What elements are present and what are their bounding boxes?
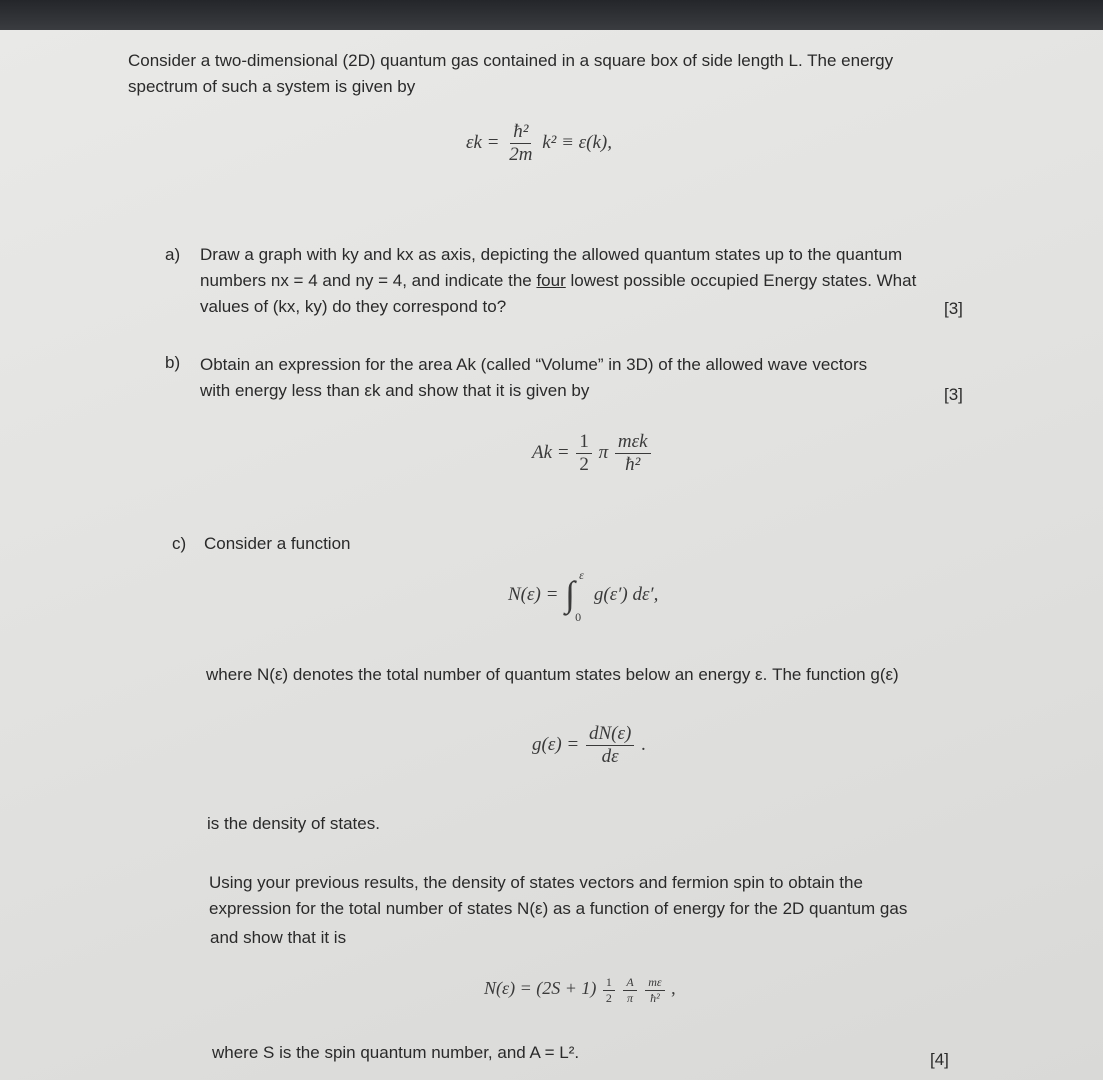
integral-equation bbox=[508, 570, 658, 626]
eq4-lhs: g(ε) = bbox=[532, 733, 580, 755]
part-c-line-1: Consider a function bbox=[204, 534, 351, 553]
part-a-line-3: values of (kx, ky) do they correspond to? bbox=[200, 297, 507, 316]
eq5-denominator-3: ħ² bbox=[650, 990, 660, 1005]
eq2-denominator-2: ħ² bbox=[625, 453, 641, 475]
part-c-using-line-3: and show that it is bbox=[210, 928, 347, 947]
eq5-denominator-2: π bbox=[627, 990, 634, 1005]
eq5-denominator-1: 2 bbox=[605, 990, 612, 1005]
eq1-numerator: ħ² bbox=[510, 122, 531, 144]
eq4-numerator: dN(ε) bbox=[586, 724, 634, 746]
part-c-marks: [4] bbox=[930, 1050, 949, 1069]
part-a-label: a) bbox=[165, 245, 181, 264]
integral-sign-group bbox=[563, 570, 585, 626]
eq5-numerator-3: mε bbox=[645, 976, 664, 991]
part-c-using-line-2: expression for the total number of states N(ε) as a function of energy for the 2D quantum gas bbox=[209, 899, 908, 918]
eq2-fraction-half bbox=[576, 432, 592, 475]
total-states-equation bbox=[484, 976, 676, 1004]
eq3-integrand: g(ε′) dε′, bbox=[593, 584, 659, 605]
eq4-fraction bbox=[586, 724, 634, 767]
part-c-final-line: where S is the spin quantum number, and A = L². bbox=[212, 1043, 580, 1062]
eq5-lhs: N(ε) = (2S + 1) bbox=[484, 978, 597, 999]
part-a-line-2-post: lowest possible occupied Energy states. What bbox=[565, 271, 917, 290]
part-b-line-1: Obtain an expression for the area Ak (called “Volume” in 3D) of the allowed wave vectors bbox=[200, 355, 868, 374]
eq1-rhs: k² ≡ ε(k), bbox=[542, 131, 613, 153]
part-a-marks: [3] bbox=[944, 299, 963, 318]
eq5-fraction-half bbox=[603, 976, 615, 1004]
part-a-line-2-pre: numbers nx = 4 and ny = 4, and indicate the bbox=[200, 271, 537, 290]
eq5-tail: , bbox=[671, 978, 676, 999]
eq2-denominator-1: 2 bbox=[579, 453, 589, 475]
eq5-numerator-2: A bbox=[623, 976, 636, 991]
eq4-denominator: dε bbox=[601, 745, 619, 767]
part-c-dos-line: is the density of states. bbox=[207, 814, 380, 833]
eq1-denominator: 2m bbox=[509, 143, 533, 165]
eq2-pi: π bbox=[598, 441, 609, 463]
part-a-line-2-underlined: four bbox=[536, 271, 566, 290]
eq5-fraction-energy bbox=[645, 976, 664, 1004]
intro-line-2: spectrum of such a system is given by bbox=[128, 77, 416, 96]
document-page bbox=[0, 30, 1103, 1080]
part-c-using-line-1: Using your previous results, the density of states vectors and fermion spin to obtain the bbox=[209, 873, 863, 892]
monitor-bezel bbox=[0, 0, 1103, 30]
energy-equation bbox=[466, 122, 612, 165]
eq1-fraction bbox=[506, 122, 535, 165]
eq5-numerator-1: 1 bbox=[603, 976, 615, 991]
eq2-numerator-2: mεk bbox=[615, 432, 651, 454]
integral-lower-limit: 0 bbox=[575, 610, 582, 624]
eq2-fraction-energy bbox=[615, 432, 651, 475]
part-c-where-line: where N(ε) denotes the total number of quantum states below an energy ε. The function g(ε) bbox=[206, 665, 899, 684]
integral-upper-limit: ε bbox=[579, 568, 584, 582]
eq4-tail: . bbox=[641, 733, 646, 755]
eq5-fraction-area bbox=[623, 976, 636, 1004]
part-b-line-2: with energy less than εk and show that it is given by bbox=[200, 381, 590, 400]
eq2-numerator-1: 1 bbox=[576, 432, 592, 454]
integral-sign: ∫ bbox=[565, 574, 576, 614]
area-equation bbox=[532, 432, 653, 475]
density-of-states-equation bbox=[532, 724, 646, 767]
part-c-label: c) bbox=[172, 534, 187, 553]
part-a-line-1: Draw a graph with ky and kx as axis, depicting the allowed quantum states up to the quantum bbox=[200, 245, 903, 264]
eq1-lhs: εk = bbox=[466, 131, 500, 153]
intro-line-1: Consider a two-dimensional (2D) quantum gas contained in a square box of side length L. The energy bbox=[128, 51, 894, 70]
part-b-marks: [3] bbox=[944, 385, 963, 404]
part-a-line-2 bbox=[200, 270, 916, 292]
part-b-label: b) bbox=[165, 353, 181, 372]
eq2-lhs: Ak = bbox=[532, 441, 570, 463]
eq3-lhs: N(ε) = bbox=[508, 584, 559, 605]
